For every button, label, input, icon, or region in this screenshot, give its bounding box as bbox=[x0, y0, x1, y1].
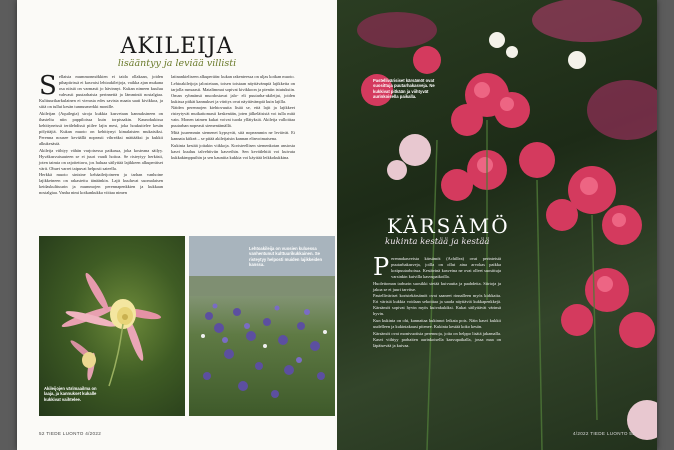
paragraph: Huolettoman tarhurin suosikki sietää kuivuutta ja paahdetta. Siirtoja ja jakoa se ei juuri tarvitse. bbox=[373, 280, 501, 292]
left-page bbox=[17, 0, 337, 450]
article-subtitle: lisääntyy ja leviää villisti bbox=[117, 58, 237, 69]
dropcap: P bbox=[373, 253, 390, 281]
paragraph: Lehtoakileijoja jalostetaan, toisen toistaan näyttävämpiä lajikkeita on tarjolla runsaasti. Matalimmat sopivat kivikkoon ja pieniin istutuksiin. Oman ryhmänsä muodostavat jalo- eli puutarha-akileijat, joiden kukissa pitkät kannukset ja väritys ovat näyttävämpiä kuin lajilla. bbox=[171, 80, 295, 104]
magazine-spread bbox=[17, 0, 657, 450]
section-subtitle: kukinta kestää ja kestää bbox=[385, 237, 490, 247]
page-folio-right: 4/2022 TIEDE LUONTO 53 bbox=[572, 431, 635, 436]
yarrow-text bbox=[373, 253, 501, 349]
article-title: AKILEIJA bbox=[120, 34, 234, 59]
text-column-1 bbox=[39, 71, 163, 197]
paragraph: Kukinta kestää joitakin viikkoja. Koristeellisen siemenkotan ansiosta kasvi kuuluu talvehtiviin kasveihin. Sen kevätlehtiä voi kuivata kukkakimppuihin ja sen kauniita kukkia voi käyttää leikkokukkina. bbox=[171, 142, 295, 160]
text-column-2 bbox=[171, 74, 295, 161]
right-page bbox=[337, 0, 657, 450]
paragraph: Akileijan (Aquilegia) siroja kukkia kasvetaan kannuksineen on ihasteltu niin pappiloissa kuin torpissakin. Kaunokukissa kehittyneissä terälehdissä piilee lajin mesi, joka houkuttelee kesän pölyttäjiä. Kukan muoto on kehittynyt kimalaisten mukaisiksi. Perenna nousee keväällä nopeasti vihreäksi mättääksi ja kukkii alkukesästä. bbox=[39, 110, 163, 147]
paragraph: erennakasveista kärsämöt (Achillea) ovat perinteisiä puutarhakasveja, joilla on ollut aina arvokas paikka kotipuutarhoissa. Kestävinä kasveina ne ovat olleet suosittuja varsinkin kuivilla kasvupaikoilla. bbox=[391, 256, 501, 280]
paragraph: Mitä juuremmin siemenet kypsyvät, sitä nopeammin ne leviävät. Ei kannata kitkeä – se pitää akileijaisin kannan elinvoimaisena. bbox=[171, 129, 295, 141]
paragraph: Näiden perennojen kiehtovuutta lisää se, että lajit ja lajikkeet risteytyvät mutkattomasti keskenään, joten jälkeläisistä voi tulla mitä vain. Monen taimen kukat voivat tuoda yllätyksiä. Akileija valloittaa puutarhan nopeasti siementämällä. bbox=[171, 105, 295, 129]
paragraph: ellaisia mummonmökkien ei taida ollakaan, joiden pihapiirissä ei kasvaisi lehtoakileijoja, vaikka ajan mukana osa niistä on varmasti jo hävinnyt. Kukan nimeen kuuluu vahvasti puutarhaista perinnettä ja lämmintä nostalgiaa. Kulttuurikarkulainen ei vierasta edes savista maata saati kivikkoa, ja siitä on tullut kesän tunnusmerkki monille. bbox=[39, 74, 163, 110]
page-folio-left: 52 TIEDE LUONTO 4/2022 bbox=[39, 431, 102, 436]
paragraph: Kärsämöt ovat monivuotisia perennoja, joita on helppo lisätä jakamalla. Kasvi viihtyy parhaiten aurinkoisella kasvupaikalla, jossa maa on läpäisevää ja kuivaa. bbox=[373, 330, 501, 348]
columbine-photo bbox=[39, 236, 185, 416]
paragraph: Pastelliväriset koristekärsämöt ovat saaneet rinnalleen myös kirkkaita. Eri värisiä kukkia voidaan sekoittaa ja saada näyttäviä kukkapenkkejä. Kärsämöt sopivat hyvin myös kuivakukiksi. Kukat säilyttävät värinsä hyvin. bbox=[373, 293, 501, 317]
section-title: KÄRSÄMÖ bbox=[387, 214, 510, 238]
garden-caption: Lehtoakileija on vuosien kuluessa vanhentunut kulttuurikukkainen. Se risteytyy helposti muiden lajikkeiden kanssa. bbox=[249, 246, 323, 268]
yarrow-caption: Pastellivärisiset kärsämöt ovat suosittuja puutarhakasveja. Ne kukkivat pitkään ja viihtyvät aurinkoisella paikalla. bbox=[373, 78, 435, 100]
columbine-caption: Akileijojen värimaailma on laaja, ja kannukset kukalle kukkivat vaihtelee. bbox=[44, 386, 97, 402]
paragraph: Herkkä muoto sinisine kehäaileijoineen ja tarhan vanhoine lajikkeineen on rakastettu tänäänkin. Lajit kuuluvat suomalaisen keidaskulttuurin ja mummojen perennapenkkien ja kukkaan nostalgiaa. Vanha nimi kotkankukka viittaa nimen bbox=[39, 172, 163, 196]
garden-photo bbox=[189, 236, 335, 416]
paragraph: Kun kukinta on ohi, kannattaa kukinnot leikata pois. Näin kasvi kukkii uudelleen ja kukintakausi pitenee. Kukinta kestää koko kesän. bbox=[373, 317, 501, 330]
paragraph: latinankieliseen alkuperään: kukan rakenteessa on uljas kotkan muoto. bbox=[171, 74, 295, 79]
paragraph: Akileija viihtyy vähän varjoisessa paikassa, joka kosteana säilyy. Hyväkasvuisuuteen se ei juuri vaadi hoitoa. Se risteytyy herkästi, joten taimia on rajoitettava, jos haluaa säilyttää lajikkeen alkuperäiset värit. Ohuet varret taipuvat helposti sateella. bbox=[39, 147, 163, 171]
dropcap: S bbox=[39, 71, 57, 101]
